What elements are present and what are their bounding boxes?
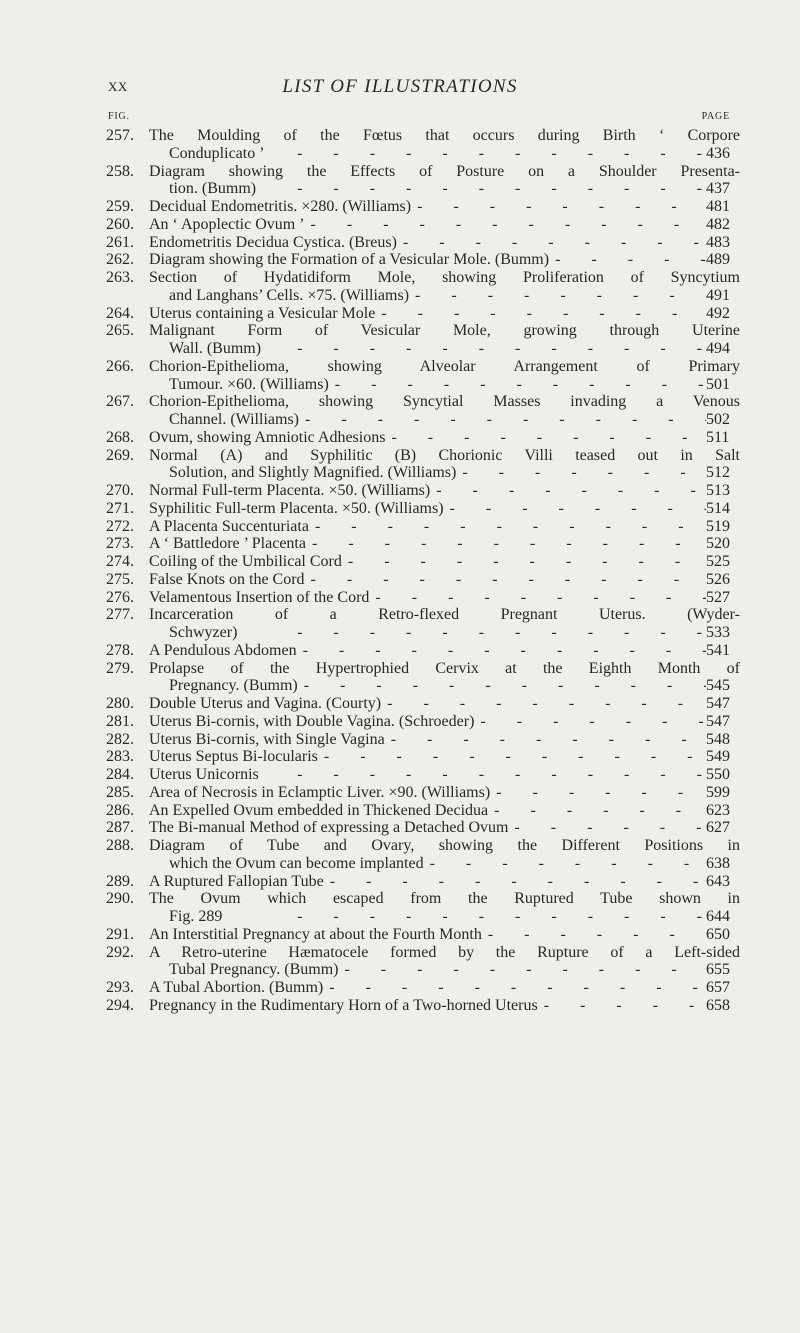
entry-caption-line: Endometritis Decidua Cystica. (Breus)	[149, 233, 397, 251]
entry-body	[149, 873, 740, 891]
entry-caption-line: which the Ovum can become implanted	[169, 854, 424, 872]
figure-number: 257.	[106, 127, 134, 144]
dot-leader	[444, 500, 706, 518]
list-item	[106, 784, 740, 802]
page-reference: 549	[706, 748, 730, 766]
page-reference: 658	[706, 996, 730, 1014]
page-reference: 494	[706, 340, 730, 357]
entry-body	[149, 997, 740, 1015]
figure-number: 283.	[106, 748, 134, 766]
entry-leader-line	[149, 589, 740, 607]
entry-body	[149, 731, 740, 749]
figure-number: 268.	[106, 428, 134, 446]
entry-caption-line: Normal (A) and Syphilitic (B) Chorionic Villi teased out in Salt	[149, 446, 740, 464]
figure-number: 290.	[106, 890, 134, 908]
entry-body	[149, 163, 740, 199]
entry-caption-line: A Pendulous Abdomen	[149, 641, 297, 659]
page-reference: 547	[706, 712, 730, 730]
list-item	[106, 535, 740, 553]
list-item	[106, 163, 740, 199]
entry-body	[149, 553, 740, 571]
page-reference: 501	[706, 375, 730, 393]
dot-leader	[409, 287, 706, 305]
entry-body	[149, 571, 740, 589]
list-item	[106, 322, 740, 358]
entry-leader-line	[149, 695, 740, 713]
figure-number: 278.	[106, 641, 134, 659]
list-item	[106, 837, 740, 873]
dot-leader	[265, 145, 706, 163]
page-reference: 655	[706, 961, 730, 979]
entry-caption-line: An Expelled Ovum embedded in Thickened Decidua	[149, 801, 489, 819]
page-reference: 526	[706, 570, 730, 588]
dot-leader	[318, 748, 706, 766]
page-reference: 638	[706, 854, 730, 872]
list-item	[106, 393, 740, 429]
entry-leader-line	[149, 535, 740, 553]
list-item	[106, 997, 740, 1015]
list-item	[106, 482, 740, 500]
entry-leader-line	[149, 553, 740, 571]
entry-leader-line	[149, 518, 740, 536]
entry-caption-line: A Placenta Succenturiata	[149, 517, 309, 535]
figure-number: 294.	[106, 996, 134, 1014]
entry-leader-line	[149, 429, 740, 447]
figure-number: 263.	[106, 269, 134, 286]
dot-leader	[297, 642, 706, 660]
entry-leader-line	[149, 287, 740, 305]
entry-caption-line: Section of Hydatidiform Mole, showing Proliferation of Syncytium	[149, 269, 740, 286]
entry-leader-line	[149, 482, 740, 500]
entry-leader-line	[149, 305, 740, 323]
entry-caption-line: Prolapse of the Hypertrophied Cervix at the Eighth Month of	[149, 659, 740, 677]
page-reference: 643	[706, 872, 730, 890]
dot-leader	[329, 376, 706, 394]
entry-caption-line: Uterus Unicornis	[149, 766, 259, 783]
entry-caption-line: Coiling of the Umbilical Cord	[149, 553, 342, 570]
entry-caption-line: Chorion-Epithelioma, showing Alveolar Arrangement of Primary	[149, 357, 740, 375]
list-item	[106, 251, 740, 269]
figure-number: 285.	[106, 783, 134, 801]
figure-number: 262.	[106, 251, 134, 269]
entry-caption-line: Conduplicato ’	[169, 144, 265, 162]
entry-body	[149, 535, 740, 553]
entry-leader-line	[149, 642, 740, 660]
page-reference: 550	[706, 766, 730, 783]
page-reference: 513	[706, 482, 730, 499]
fig-column-header: FIG.	[108, 111, 130, 122]
figure-number: 258.	[106, 162, 134, 180]
figure-number: 282.	[106, 730, 134, 748]
list-item	[106, 890, 740, 926]
figure-number: 288.	[106, 837, 134, 854]
dot-leader	[538, 997, 706, 1015]
entry-body	[149, 518, 740, 536]
dot-leader	[456, 464, 706, 482]
entry-caption-line: Pregnancy. (Bumm)	[169, 677, 298, 695]
dot-leader	[306, 535, 706, 553]
page-reference: 545	[706, 677, 730, 695]
entry-caption-line: Uterus containing a Vesicular Mole	[149, 304, 376, 322]
figure-number: 293.	[106, 979, 134, 996]
entry-leader-line	[149, 677, 740, 695]
dot-leader	[549, 251, 706, 269]
entry-leader-line	[149, 180, 740, 198]
page-title: LIST OF ILLUSTRATIONS	[282, 76, 518, 97]
list-item	[106, 944, 740, 980]
page-reference: 483	[706, 233, 730, 251]
entry-caption-line: tion. (Bumm)	[169, 180, 257, 198]
list-item	[106, 429, 740, 447]
page-number: XX	[108, 79, 128, 94]
list-item	[106, 606, 740, 642]
list-item	[106, 979, 740, 997]
figure-number: 276.	[106, 588, 134, 606]
entry-caption-line: A Ruptured Fallopian Tube	[149, 872, 324, 890]
entry-body	[149, 198, 740, 216]
entry-leader-line	[149, 748, 740, 766]
entry-caption-line: Schwyzer)	[169, 624, 238, 641]
figure-number: 270.	[106, 482, 134, 499]
figure-number: 277.	[106, 606, 134, 624]
entry-caption-line: Uterus Bi-cornis, with Double Vagina. (Schroeder)	[149, 712, 475, 730]
dot-leader	[342, 553, 706, 571]
page-reference: 436	[706, 144, 730, 162]
dot-leader	[397, 234, 706, 252]
entry-body	[149, 127, 740, 163]
figure-number: 271.	[106, 499, 134, 517]
figure-number: 259.	[106, 198, 134, 215]
entry-leader-line	[149, 979, 740, 997]
figure-number: 275.	[106, 570, 134, 588]
entry-caption-line: The Moulding of the Fœtus that occurs during Birth ‘ Corpore	[149, 127, 740, 144]
page-reference: 502	[706, 411, 730, 428]
list-item	[106, 802, 740, 820]
entry-caption-line: Diagram showing the Formation of a Vesicular Mole. (Bumm)	[149, 251, 550, 269]
list-item	[106, 500, 740, 518]
page-reference: 492	[706, 304, 730, 322]
list-item	[106, 571, 740, 589]
page-reference: 482	[706, 215, 730, 233]
entry-caption-line: A Tubal Abortion. (Bumm)	[149, 979, 324, 996]
entry-caption-line: Malignant Form of Vesicular Mole, growing through Uterine	[149, 322, 740, 340]
page-reference: 548	[706, 730, 730, 748]
entry-caption-line: Syphilitic Full-term Placenta. ×50. (Williams)	[149, 499, 444, 517]
page-reference: 512	[706, 464, 730, 482]
list-item	[106, 589, 740, 607]
page-reference: 527	[706, 588, 730, 606]
page-reference: 623	[706, 801, 730, 819]
entry-caption-line: Double Uterus and Vagina. (Courty)	[149, 695, 382, 712]
list-item	[106, 305, 740, 323]
entry-caption-line: A ‘ Battledore ’ Placenta	[149, 535, 306, 553]
page-reference: 489	[706, 251, 730, 269]
entry-body	[149, 748, 740, 766]
page-reference: 644	[706, 908, 730, 925]
entry-caption-line: Chorion-Epithelioma, showing Syncytial Masses invading a Venous	[149, 393, 740, 411]
dot-leader	[259, 766, 706, 784]
entry-leader-line	[149, 784, 740, 802]
entry-leader-line	[149, 376, 740, 394]
list-item	[106, 713, 740, 731]
entry-leader-line	[149, 766, 740, 784]
dot-leader	[299, 411, 706, 429]
page-reference: 520	[706, 535, 730, 553]
dot-leader	[375, 305, 706, 323]
entry-leader-line	[149, 855, 740, 873]
entry-caption-line: Fig. 289	[169, 908, 223, 925]
figure-number: 264.	[106, 304, 134, 322]
figure-number: 281.	[106, 712, 134, 730]
entry-leader-line	[149, 819, 740, 837]
entry-leader-line	[149, 926, 740, 944]
figure-number: 292.	[106, 943, 134, 961]
figure-number: 291.	[106, 925, 134, 943]
figure-number: 261.	[106, 233, 134, 251]
entry-caption-line: The Ovum which escaped from the Ruptured Tube shown in	[149, 890, 740, 908]
entry-body	[149, 837, 740, 873]
figure-number: 265.	[106, 322, 134, 340]
list-item	[106, 766, 740, 784]
entry-body	[149, 322, 740, 358]
page-column-header: PAGE	[701, 111, 730, 122]
dot-leader	[338, 961, 706, 979]
figure-number: 289.	[106, 872, 134, 890]
dot-leader	[323, 979, 706, 997]
entry-body	[149, 766, 740, 784]
entry-caption-line: Pregnancy in the Rudimentary Horn of a Two-horned Uterus	[149, 996, 538, 1014]
dot-leader	[222, 908, 706, 926]
entry-body	[149, 695, 740, 713]
dot-leader	[256, 180, 706, 198]
entry-body	[149, 234, 740, 252]
entry-body	[149, 305, 740, 323]
entry-caption-line: Wall. (Bumm)	[169, 340, 262, 357]
dot-leader	[261, 340, 706, 358]
figure-number: 266.	[106, 357, 134, 375]
entry-leader-line	[149, 145, 740, 163]
figure-number: 279.	[106, 659, 134, 677]
list-item	[106, 518, 740, 536]
list-item	[106, 234, 740, 252]
dot-leader	[324, 873, 706, 891]
entry-caption-line: Diagram of Tube and Ovary, showing the Different Positions in	[149, 837, 740, 854]
entry-leader-line	[149, 908, 740, 926]
page-reference: 541	[706, 641, 730, 659]
page-reference: 437	[706, 180, 730, 198]
dot-leader	[508, 819, 706, 837]
entry-caption-line: Normal Full-term Placenta. ×50. (Williams)	[149, 482, 431, 499]
dot-leader	[305, 216, 706, 234]
list-item	[106, 269, 740, 305]
figure-number: 269.	[106, 446, 134, 464]
entry-caption-line: Decidual Endometritis. ×280. (Williams)	[149, 198, 412, 215]
entry-body	[149, 660, 740, 696]
entry-leader-line	[149, 713, 740, 731]
dot-leader	[305, 571, 706, 589]
dot-leader	[411, 198, 706, 216]
dot-leader	[369, 589, 706, 607]
entry-leader-line	[149, 251, 740, 269]
dot-leader	[385, 429, 706, 447]
entry-caption-line: Tubal Pregnancy. (Bumm)	[169, 961, 339, 979]
entry-body	[149, 784, 740, 802]
page-reference: 533	[706, 624, 730, 641]
entry-body	[149, 642, 740, 660]
illustrations-list	[106, 127, 740, 1015]
entry-body	[149, 429, 740, 447]
page-reference: 525	[706, 553, 730, 570]
page-reference: 491	[706, 286, 730, 304]
entry-body	[149, 926, 740, 944]
page-reference: 547	[706, 695, 730, 712]
list-item	[106, 926, 740, 944]
entry-leader-line	[149, 571, 740, 589]
dot-leader	[490, 784, 706, 802]
entry-leader-line	[149, 464, 740, 482]
figure-number: 286.	[106, 801, 134, 819]
figure-number: 284.	[106, 766, 134, 783]
entry-leader-line	[149, 216, 740, 234]
entry-caption-line: and Langhans’ Cells. ×75. (Williams)	[169, 286, 410, 304]
entry-caption-line: Area of Necrosis in Eclamptic Liver. ×90. (Williams)	[149, 783, 491, 801]
entry-body	[149, 447, 740, 483]
entry-body	[149, 251, 740, 269]
entry-caption-line: Diagram showing the Effects of Posture on a Shoulder Presenta-	[149, 162, 740, 180]
entry-caption-line: Velamentous Insertion of the Cord	[149, 588, 370, 606]
list-item	[106, 748, 740, 766]
entry-caption-line: Ovum, showing Amniotic Adhesions	[149, 428, 386, 446]
figure-number: 267.	[106, 393, 134, 411]
entry-body	[149, 393, 740, 429]
entry-body	[149, 482, 740, 500]
figure-number: 274.	[106, 553, 134, 570]
figure-number: 272.	[106, 517, 134, 535]
page-reference: 599	[706, 783, 730, 801]
entry-body	[149, 890, 740, 926]
dot-leader	[309, 518, 706, 536]
entry-leader-line	[149, 624, 740, 642]
entry-body	[149, 589, 740, 607]
entry-caption-line: False Knots on the Cord	[149, 570, 305, 588]
entry-caption-line: Solution, and Slightly Magnified. (Williams)	[169, 464, 457, 482]
entry-caption-line: The Bi-manual Method of expressing a Detached Ovum	[149, 819, 509, 837]
entry-body	[149, 802, 740, 820]
entry-leader-line	[149, 500, 740, 518]
dot-leader	[237, 624, 706, 642]
page-reference: 650	[706, 925, 730, 943]
dot-leader	[488, 802, 706, 820]
list-item	[106, 873, 740, 891]
entry-body	[149, 358, 740, 394]
page-reference: 511	[706, 428, 730, 446]
dot-leader	[474, 713, 706, 731]
entry-body	[149, 606, 740, 642]
dot-leader	[482, 926, 706, 944]
entry-body	[149, 819, 740, 837]
entry-caption-line: Uterus Septus Bi-locularis	[149, 748, 318, 766]
entry-leader-line	[149, 802, 740, 820]
entry-leader-line	[149, 198, 740, 216]
dot-leader	[298, 677, 706, 695]
figure-number: 280.	[106, 695, 134, 712]
entry-body	[149, 979, 740, 997]
list-item	[106, 198, 740, 216]
entry-leader-line	[149, 873, 740, 891]
dot-leader	[381, 695, 706, 713]
entry-caption-line: Incarceration of a Retro-flexed Pregnant Uterus. (Wyder-	[149, 606, 740, 624]
entry-body	[149, 216, 740, 234]
dot-leader	[430, 482, 706, 500]
dot-leader	[385, 731, 706, 749]
entry-body	[149, 944, 740, 980]
list-item	[106, 447, 740, 483]
list-item	[106, 216, 740, 234]
list-item	[106, 819, 740, 837]
list-item	[106, 358, 740, 394]
entry-leader-line	[149, 411, 740, 429]
entry-leader-line	[149, 961, 740, 979]
entry-caption-line: Channel. (Williams)	[169, 411, 299, 428]
entry-caption-line: Tumour. ×60. (Williams)	[169, 375, 329, 393]
entry-leader-line	[149, 234, 740, 252]
figure-number: 287.	[106, 819, 134, 837]
list-item	[106, 127, 740, 163]
list-item	[106, 642, 740, 660]
entry-caption-line: An Interstitial Pregnancy at about the Fourth Month	[149, 925, 482, 943]
page-reference: 627	[706, 819, 730, 837]
list-item	[106, 553, 740, 571]
entry-caption-line: A Retro-uterine Hæmatocele formed by the Rupture of a Left-sided	[149, 943, 740, 961]
entry-leader-line	[149, 997, 740, 1015]
entry-caption-line: Uterus Bi-cornis, with Single Vagina	[149, 730, 385, 748]
entry-body	[149, 269, 740, 305]
entry-body	[149, 500, 740, 518]
entry-caption-line: An ‘ Apoplectic Ovum ’	[149, 215, 305, 233]
page-reference: 481	[706, 198, 730, 215]
page-reference: 657	[706, 979, 730, 996]
entry-leader-line	[149, 731, 740, 749]
figure-number: 260.	[106, 215, 134, 233]
list-item	[106, 695, 740, 713]
entry-leader-line	[149, 340, 740, 358]
list-item	[106, 731, 740, 749]
entry-body	[149, 713, 740, 731]
page-reference: 519	[706, 517, 730, 535]
page-reference: 514	[706, 499, 730, 517]
list-item	[106, 660, 740, 696]
dot-leader	[424, 855, 706, 873]
figure-number: 273.	[106, 535, 134, 553]
